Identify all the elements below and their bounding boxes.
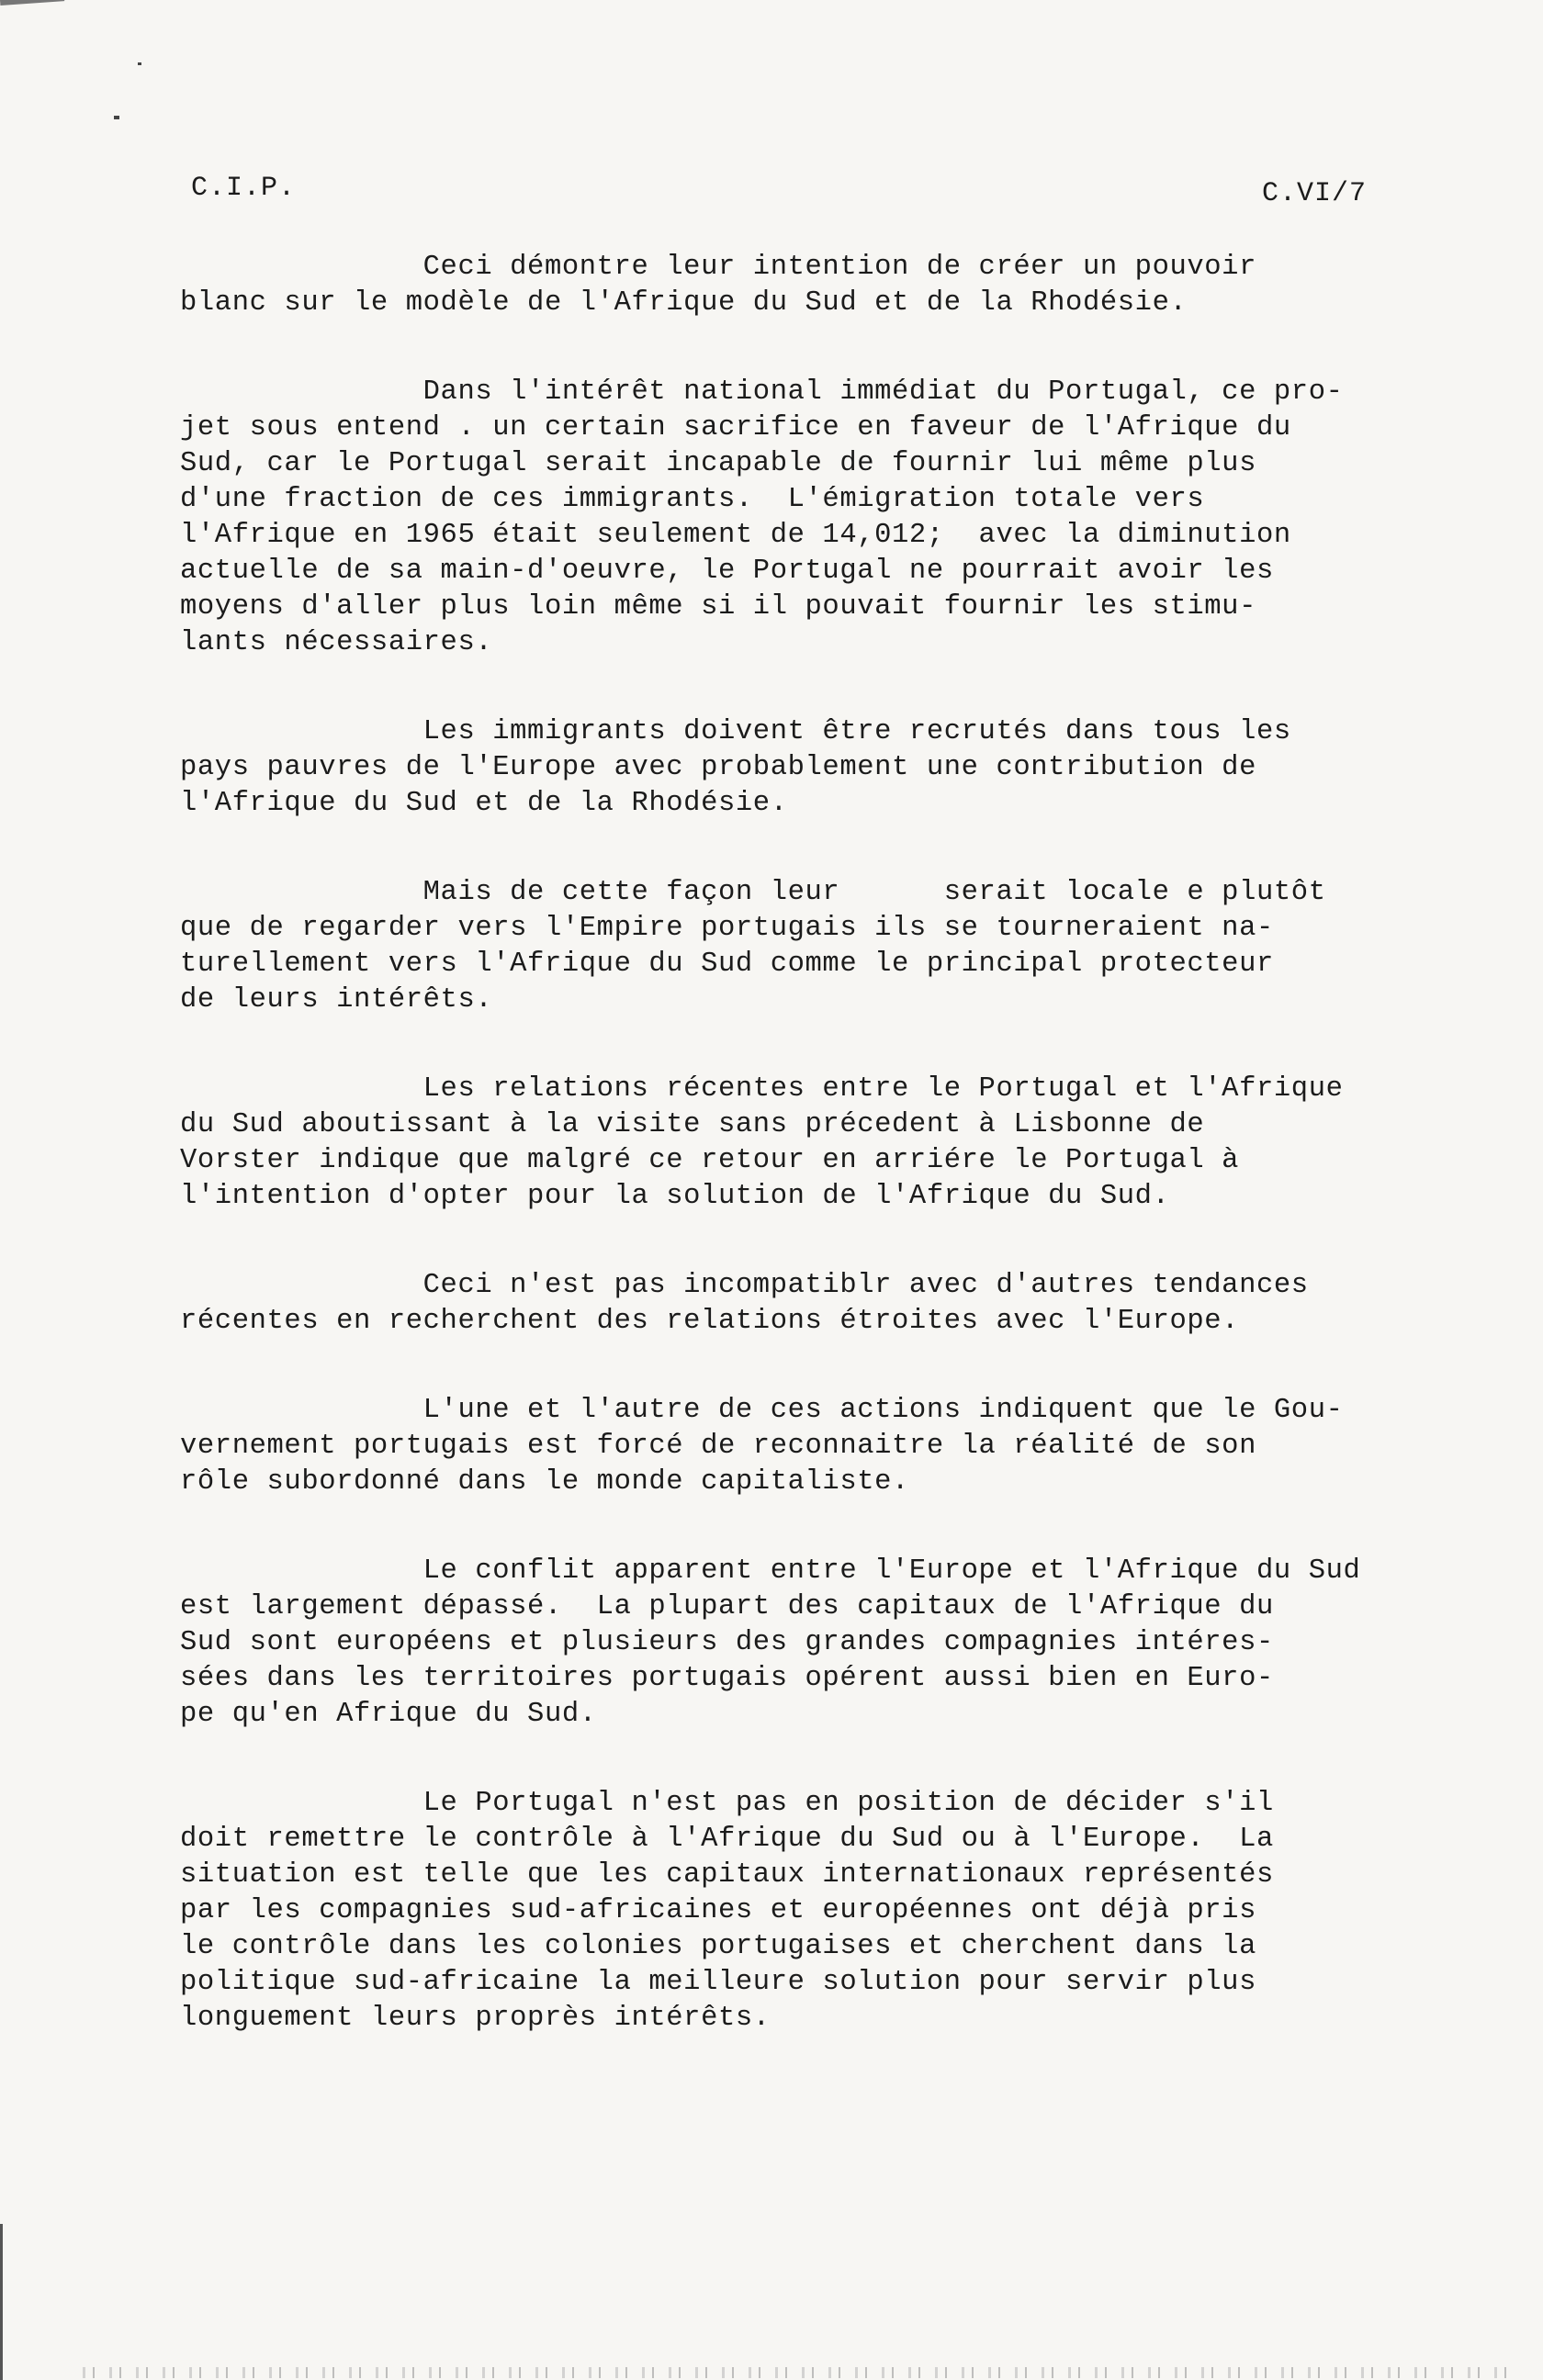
text-line: est largement dépassé. La plupart des capitaux de l'Afrique du bbox=[180, 1591, 1274, 1622]
paragraph bbox=[180, 1786, 1402, 2037]
text-line: Dans l'intérêt national immédiat du Portugal, ce pro- bbox=[180, 376, 1344, 408]
paragraph bbox=[180, 1268, 1402, 1340]
text-line: moyens d'aller plus loin même si il pouvait fournir les stimu- bbox=[180, 591, 1256, 623]
text-line: par les compagnies sud-africaines et européennes ont déjà pris bbox=[180, 1895, 1256, 1926]
text-line: l'Afrique du Sud et de la Rhodésie. bbox=[180, 788, 788, 819]
text-line: que de regarder vers l'Empire portugais ils se tourneraient na- bbox=[180, 913, 1274, 944]
scan-artifact-bottom bbox=[83, 2367, 1515, 2378]
text-line: l'Afrique en 1965 était seulement de 14,012; avec la diminution bbox=[180, 520, 1291, 551]
text-line: L'une et l'autre de ces actions indiquent que le Gou- bbox=[180, 1395, 1344, 1426]
header-left-label: C.I.P. bbox=[191, 173, 297, 204]
text-line: Mais de cette façon leur serait locale e plutôt bbox=[180, 877, 1326, 908]
text-line: Vorster indique que malgré ce retour en arriére le Portugal à bbox=[180, 1145, 1240, 1176]
paragraph bbox=[180, 250, 1402, 321]
text-line: sées dans les territoires portugais opérent aussi bien en Euro- bbox=[180, 1663, 1274, 1694]
text-line: jet sous entend . un certain sacrifice en faveur de l'Afrique du bbox=[180, 412, 1291, 443]
text-line: blanc sur le modèle de l'Afrique du Sud et de la Rhodésie. bbox=[180, 287, 1188, 319]
text-line: récentes en recherchent des relations étroites avec l'Europe. bbox=[180, 1306, 1240, 1337]
text-line: Le conflit apparent entre l'Europe et l'Afrique du Sud bbox=[180, 1555, 1361, 1587]
header-page-reference: C.VI/7 bbox=[1261, 178, 1367, 209]
text-line: longuement leurs proprès intérêts. bbox=[180, 2003, 771, 2034]
text-line: situation est telle que les capitaux internationaux représentés bbox=[180, 1859, 1274, 1891]
page-header bbox=[191, 173, 1367, 219]
text-line: Le Portugal n'est pas en position de décider s'il bbox=[180, 1788, 1274, 1819]
text-line: d'une fraction de ces immigrants. L'émigration totale vers bbox=[180, 484, 1205, 515]
text-line: de leurs intérêts. bbox=[180, 984, 493, 1016]
text-line: Les relations récentes entre le Portugal et l'Afrique bbox=[180, 1073, 1344, 1105]
text-line: vernement portugais est forcé de reconnaitre la réalité de son bbox=[180, 1431, 1256, 1462]
text-line: Ceci n'est pas incompatiblr avec d'autres tendances bbox=[180, 1270, 1309, 1301]
paragraph bbox=[180, 1554, 1402, 1733]
paragraph bbox=[180, 1072, 1402, 1215]
paragraph bbox=[180, 375, 1402, 661]
text-line: Sud, car le Portugal serait incapable de fournir lui même plus bbox=[180, 448, 1256, 479]
paragraph bbox=[180, 875, 1402, 1018]
text-line: pays pauvres de l'Europe avec probablement une contribution de bbox=[180, 752, 1256, 783]
text-line: actuelle de sa main-d'oeuvre, le Portugal ne pourrait avoir les bbox=[180, 556, 1274, 587]
document-body bbox=[180, 250, 1402, 2090]
text-line: rôle subordonné dans le monde capitaliste. bbox=[180, 1466, 909, 1498]
text-line: lants nécessaires. bbox=[180, 627, 493, 658]
text-line: du Sud aboutissant à la visite sans précedent à Lisbonne de bbox=[180, 1109, 1205, 1140]
text-line: turellement vers l'Afrique du Sud comme le principal protecteur bbox=[180, 949, 1274, 980]
text-line: doit remettre le contrôle à l'Afrique du Sud ou à l'Europe. La bbox=[180, 1824, 1274, 1855]
scan-artifact-top bbox=[0, 0, 64, 6]
text-line: Les immigrants doivent être recrutés dans tous les bbox=[180, 716, 1291, 747]
paragraph bbox=[180, 1393, 1402, 1500]
scan-speck bbox=[114, 116, 119, 119]
text-line: pe qu'en Afrique du Sud. bbox=[180, 1699, 597, 1730]
scan-speck bbox=[138, 62, 141, 65]
paragraph bbox=[180, 714, 1402, 822]
scan-artifact-left bbox=[0, 2224, 3, 2380]
text-line: Ceci démontre leur intention de créer un pouvoir bbox=[180, 252, 1256, 283]
text-line: le contrôle dans les colonies portugaises et cherchent dans la bbox=[180, 1931, 1256, 1962]
text-line: Sud sont européens et plusieurs des grandes compagnies intéres- bbox=[180, 1627, 1274, 1658]
text-line: l'intention d'opter pour la solution de l'Afrique du Sud. bbox=[180, 1181, 1170, 1212]
text-line: politique sud-africaine la meilleure solution pour servir plus bbox=[180, 1967, 1256, 1998]
